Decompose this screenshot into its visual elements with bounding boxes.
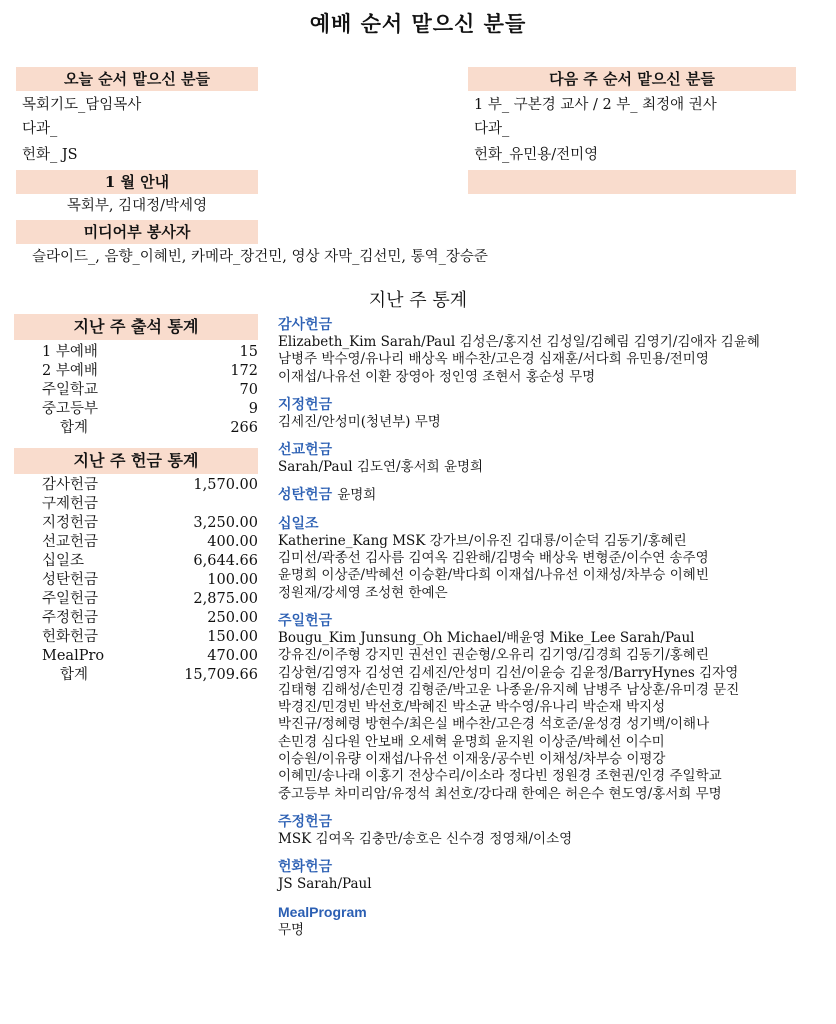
next-week-header: 다음 주 순서 맡으신 분들 — [468, 67, 796, 91]
row-label: 합계 — [60, 420, 89, 436]
row-value: 9 — [248, 401, 258, 417]
donor-section-thanks — [278, 314, 830, 386]
row-label: 성탄헌금 — [42, 572, 99, 588]
donor-line: 김미선/곽종선 김사름 김여옥 김완해/김명숙 배상욱 변형준/이수연 송주영 — [278, 550, 709, 567]
section-body — [278, 831, 830, 848]
row-value: 172 — [230, 363, 258, 379]
offering-row — [14, 571, 258, 590]
section-title: 선교헌금 — [278, 441, 333, 458]
row-label: 감사헌금 — [42, 477, 99, 493]
row-value: 1,570.00 — [193, 477, 258, 493]
row-value: 150.00 — [207, 629, 258, 645]
next-week-line-prayer: 1 부_ 구본경 교사 / 2 부_ 최정애 권사 — [474, 97, 717, 113]
donor-line: 중고등부 차미리암/유정석 최선호/강다래 한예은 허은수 현도영/홍서희 무명 — [278, 785, 722, 802]
january-line: 목회부, 김대정/박세영 — [66, 198, 208, 214]
donor-line: MSK 김여옥 김충만/송호은 신수경 정영채/이소영 — [278, 830, 573, 847]
row-label: 주일학교 — [42, 382, 99, 398]
today-line-refreshment: 다과_ — [22, 121, 58, 137]
row-value: 2,875.00 — [193, 591, 258, 607]
donor-line: 박경진/민경빈 박선호/박혜진 박소균 박수영/유나리 박순재 박지성 — [278, 699, 666, 716]
donor-line: 김세진/안성미(청년부) 무명 — [278, 413, 441, 430]
offering-row — [14, 533, 258, 552]
offering-row — [14, 609, 258, 628]
donor-section-mission — [278, 439, 830, 476]
donor-line: 정원재/강세영 조성현 한예은 — [278, 584, 448, 601]
stats-title: 지난 주 통계 — [368, 290, 468, 311]
donor-line: 강유진/이주형 강지민 권선인 권순형/오유리 김기영/김경희 김동기/홍혜린 — [278, 647, 709, 664]
donor-line: 이혜민/송나래 이홍기 전상수리/이소라 정다빈 정원경 조현권/인경 주일학교 — [278, 768, 722, 785]
section-body — [278, 876, 830, 893]
attendance-table — [14, 343, 258, 438]
january-header: 1 월 안내 — [16, 170, 258, 194]
attendance-row — [14, 362, 258, 381]
row-value: 100.00 — [207, 572, 258, 588]
section-body — [278, 414, 830, 431]
row-value: 15,709.66 — [184, 667, 258, 683]
row-label: 1 부예배 — [42, 344, 98, 360]
donor-line: Sarah/Paul 김도연/홍서희 윤명희 — [278, 459, 484, 476]
donor-lists — [278, 314, 830, 947]
section-title: 감사헌금 — [278, 316, 333, 332]
row-label: 구제헌금 — [42, 496, 99, 512]
today-header: 오늘 순서 맡으신 분들 — [16, 67, 258, 91]
donor-line: 박진규/정혜령 방현수/최은실 배수찬/고은경 석호준/윤성경 성기백/이해나 — [278, 716, 710, 733]
donor-section-sunday — [278, 610, 830, 803]
offering-total-row — [14, 666, 258, 685]
donor-section-flower — [278, 856, 830, 893]
section-title: 십일조 — [278, 514, 319, 531]
offering-row — [14, 514, 258, 533]
offering-row — [14, 628, 258, 647]
next-week-line-refreshment: 다과_ — [474, 121, 510, 137]
row-label: 지정헌금 — [42, 515, 99, 531]
page-title: 예배 순서 맡으신 분들 — [309, 11, 527, 36]
next-week-empty-band — [468, 170, 796, 194]
attendance-row — [14, 343, 258, 362]
donor-section-tithe — [278, 513, 830, 602]
row-label: MealPro — [42, 648, 105, 664]
row-label: 십일조 — [42, 553, 85, 569]
attendance-header: 지난 주 출석 통계 — [14, 314, 258, 340]
offering-row — [14, 476, 258, 495]
row-value: 3,250.00 — [193, 515, 258, 531]
offering-row — [14, 647, 258, 666]
section-body — [278, 334, 830, 386]
donor-section-designated — [278, 394, 830, 431]
donor-line: 윤명희 이상준/박혜선 이승환/박다희 이재섭/나유선 이채성/차부승 이혜빈 — [278, 567, 709, 584]
row-label: 중고등부 — [42, 401, 99, 417]
attendance-total-row — [14, 419, 258, 438]
row-label: 헌화헌금 — [42, 629, 99, 645]
donor-line: JS Sarah/Paul — [278, 876, 372, 893]
section-title: 주정헌금 — [278, 812, 333, 829]
today-line-flower: 헌화_ JS — [22, 147, 78, 163]
donor-line: 이재섭/나유선 이환 장영아 정인영 조현서 홍순성 무명 — [278, 368, 596, 385]
section-title: MealProgram — [278, 903, 367, 920]
offering-row — [14, 590, 258, 609]
attendance-row — [14, 400, 258, 419]
today-line-prayer: 목회기도_담임목사 — [22, 97, 142, 113]
media-header: 미디어부 봉사자 — [16, 220, 258, 244]
row-label: 합계 — [60, 667, 89, 683]
donor-line: 윤명희 — [337, 487, 377, 504]
donor-section-christmas — [278, 484, 830, 504]
donor-line: 김태형 김해성/손민경 김형준/박고운 나종윤/유지혜 남병주 남상훈/유미경 문진 — [278, 681, 740, 698]
offering-header: 지난 주 헌금 통계 — [14, 448, 258, 474]
donor-section-weekly — [278, 811, 830, 848]
offering-table — [14, 476, 258, 685]
section-title: 주일헌금 — [278, 611, 333, 628]
row-label: 주일헌금 — [42, 591, 99, 607]
section-body — [278, 533, 830, 602]
row-value: 15 — [239, 344, 258, 360]
attendance-row — [14, 381, 258, 400]
media-line: 슬라이드_, 음향_이혜빈, 카메라_장건민, 영상 자막_김선민, 통역_장승준 — [32, 249, 488, 265]
donor-line: Elizabeth_Kim Sarah/Paul 김성은/홍지선 김성일/김혜림 김영기/김애자 김윤혜 — [278, 334, 760, 350]
next-week-line-flower: 헌화_유민용/전미영 — [474, 147, 599, 163]
donor-line: 이승원/이유량 이재섭/나유선 이재웅/공수빈 이채성/차부승 이평강 — [278, 751, 666, 768]
donor-section-meal — [278, 902, 830, 939]
row-value: 400.00 — [207, 534, 258, 550]
row-value: 266 — [230, 420, 258, 436]
section-title: 성탄헌금 — [278, 486, 333, 503]
offering-row — [14, 495, 258, 514]
section-body — [278, 630, 830, 803]
donor-line: 김상현/김영자 김성연 김세진/안성미 김선/이윤승 김윤정/BarryHynes 김자영 — [278, 664, 739, 681]
row-value: 250.00 — [207, 610, 258, 626]
section-body — [278, 459, 830, 476]
donor-line: 무명 — [278, 921, 305, 938]
row-value: 470.00 — [207, 648, 258, 664]
section-title: 헌화헌금 — [278, 858, 333, 875]
offering-row — [14, 552, 258, 571]
row-label: 주정헌금 — [42, 610, 99, 626]
donor-line: 남병주 박수영/유나리 배상옥 배수찬/고은경 심재훈/서다희 유민용/전미영 — [278, 351, 709, 368]
donor-line: 손민경 심다원 안보배 오세혁 윤명희 윤지원 이상준/박혜선 이수미 — [278, 733, 665, 750]
row-value: 70 — [239, 382, 258, 398]
donor-line: Bougu_Kim Junsung_Oh Michael/배윤영 Mike_Lee Sarah/Paul — [278, 629, 695, 646]
section-body — [278, 922, 830, 939]
section-title: 지정헌금 — [278, 395, 333, 412]
row-value: 6,644.66 — [193, 553, 258, 569]
row-label: 2 부예배 — [42, 363, 98, 379]
row-label: 선교헌금 — [42, 534, 99, 550]
donor-line: Katherine_Kang MSK 강가브/이유진 김대룡/이순덕 김동기/홍혜린 — [278, 532, 687, 549]
